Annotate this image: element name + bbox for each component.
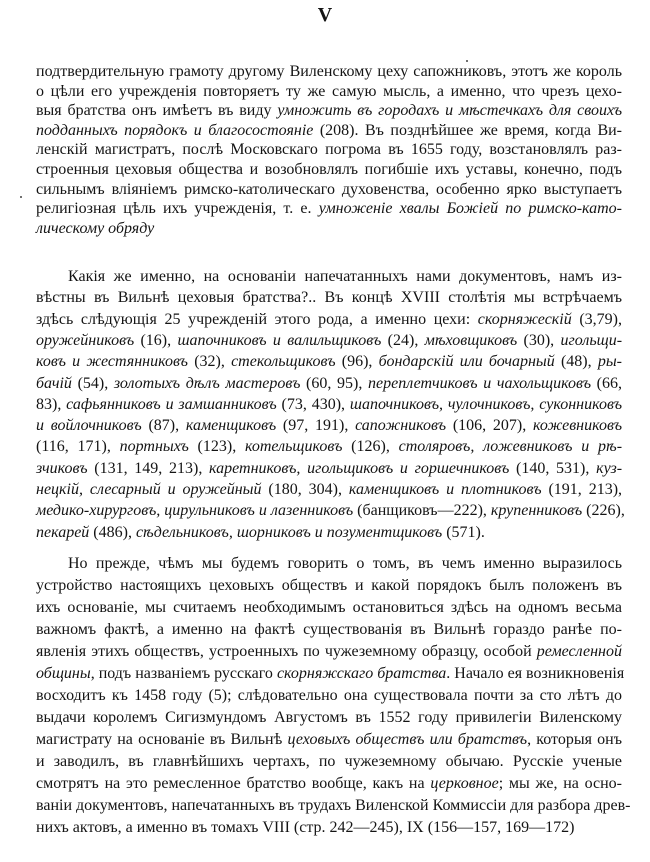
- italic-text: ковъ и жестянниковъ: [36, 353, 188, 371]
- text-line: [36, 374, 622, 394]
- text-line: [36, 459, 622, 479]
- text-segment: религіозная цѣль ихъ учрежденія, т. е.: [36, 200, 319, 218]
- text-segment: (571).: [442, 523, 485, 541]
- print-speck: [20, 196, 22, 198]
- italic-text: котельщиковъ: [245, 438, 343, 456]
- text-segment: (191, 213),: [541, 481, 623, 498]
- text-line: [36, 686, 622, 706]
- italic-text: подданныхъ порядокъ и благосостояніе: [36, 121, 314, 139]
- text-segment: явленія этихъ обществъ, устроенныхъ по чужеземному образцу, особой: [36, 643, 537, 660]
- text-segment: ихъ основаніе, мы считаемъ необходимымъ остановиться здѣсь на одномъ весьма: [36, 599, 622, 616]
- text-segment: сильнымъ вліяніемъ римско-католическаго духовенства, особенно ярко выступаетъ: [36, 180, 622, 198]
- text-segment: (131, 149, 213),: [87, 459, 210, 477]
- text-segment: и заводилъ, въ главнѣйшихъ чертахъ, по чужеземному обычаю. Русскіе ученые: [36, 753, 622, 770]
- text-line: [36, 480, 622, 500]
- text-segment: (32),: [187, 353, 232, 371]
- text-segment: ; мы же, на осно-: [498, 775, 622, 792]
- text-line: [36, 352, 622, 372]
- text-line: [36, 140, 622, 160]
- italic-text: нецкій, слесарный и оружейный: [36, 481, 262, 498]
- text-line: [36, 180, 622, 200]
- text-segment: строенныя цеховыя общества и возобновлялъ погибшіе ихъ уставы, конечно, подъ: [36, 161, 622, 178]
- text-line: [36, 642, 622, 662]
- text-segment: подтвердительную грамоту другому Виленскому цеху сапожниковъ, этотъ же король: [36, 63, 622, 80]
- text-segment: (116, 171),: [36, 438, 120, 456]
- text-segment: (486),: [89, 523, 136, 541]
- text-line: [36, 774, 622, 794]
- italic-text: пекарей: [36, 523, 90, 541]
- text-segment: , подъ названіемъ русскаго: [90, 665, 277, 682]
- text-line: [36, 219, 622, 239]
- text-line: [36, 730, 622, 750]
- italic-text: куз-: [596, 459, 623, 477]
- text-segment: (60, 95),: [300, 374, 368, 392]
- text-line: [36, 82, 622, 102]
- text-line: [36, 331, 622, 351]
- page-number: V: [317, 4, 333, 26]
- text-segment: (54),: [71, 374, 114, 392]
- text-segment: смотрятъ на это ремесленное братство вообще, какъ на: [36, 775, 431, 792]
- italic-text: лическому обряду: [36, 219, 155, 237]
- italic-text: каменщиковъ и плотниковъ: [348, 481, 542, 498]
- text-line: [36, 267, 622, 287]
- italic-text: медико-хирурговъ, цирульниковъ и лазенниковъ: [36, 502, 354, 520]
- italic-text: умножить въ городахъ и мѣстечкахъ для своихъ: [277, 102, 622, 120]
- text-segment: , которыя онъ: [527, 731, 622, 748]
- italic-text: крупенниковъ: [490, 502, 583, 520]
- text-line: [36, 620, 622, 640]
- text-segment: (банщиковъ—222),: [353, 502, 491, 520]
- italic-text: скорняжескій: [477, 310, 572, 328]
- italic-text: шапочниковъ и валильщиковъ: [177, 331, 382, 349]
- text-segment: (226),: [582, 502, 625, 520]
- text-segment: о цѣли его учрежденія повторяетъ ту же самую мысль, а именно, что чрезъ цехо-: [36, 82, 622, 100]
- text-segment: (48),: [554, 353, 598, 371]
- italic-text: мѣховщиковъ: [424, 331, 518, 349]
- text-segment: восходитъ къ 1458 году (5); слѣдовательно она существовала почти за сто лѣтъ до: [36, 687, 622, 704]
- italic-text: портныхъ: [119, 438, 189, 456]
- text-segment: (97, 191),: [276, 417, 356, 435]
- text-line: [36, 395, 622, 415]
- text-segment: (208). Въ позднѣйшее же время, когда Ви-: [313, 121, 622, 139]
- italic-text: церковное: [430, 775, 499, 792]
- italic-text: ры-: [597, 353, 622, 371]
- italic-text: бондарскій или бочарный: [378, 353, 555, 371]
- text-segment: (24),: [381, 331, 425, 349]
- text-segment: (73, 430),: [276, 395, 350, 413]
- text-line: [36, 199, 622, 219]
- text-segment: вѣстны въ Вильнѣ цеховыя братства?.. Въ концѣ XVIII столѣтія мы встрѣчаемъ: [36, 289, 622, 307]
- text-line: [36, 501, 625, 521]
- text-line: [36, 554, 622, 574]
- text-segment: Какія же именно, на основаніи напечатанныхъ нами документовъ, намъ из-: [68, 268, 622, 285]
- text-line: [36, 416, 622, 436]
- text-segment: . Начало ея возникновенія: [446, 665, 625, 682]
- text-line: [36, 708, 622, 728]
- italic-text: сафьянниковъ и замшанниковъ: [66, 395, 277, 413]
- text-segment: здѣсь слѣдующія 25 учрежденій этого рода, а именно цехи:: [36, 310, 478, 328]
- text-segment: ваніи документовъ, напечатанныхъ въ трудахъ Виленской Коммиссіи для разбора древ-: [36, 797, 631, 814]
- italic-text: шапочниковъ, чулочниковъ, суконниковъ: [349, 395, 623, 413]
- italic-text: общины: [36, 665, 91, 682]
- text-segment: (16),: [134, 331, 178, 349]
- italic-text: скорняжскаго братства: [276, 665, 447, 682]
- text-line: [36, 752, 622, 772]
- text-line: [36, 523, 622, 543]
- italic-text: каменщиковъ: [185, 417, 277, 435]
- text-segment: (87),: [141, 417, 186, 435]
- text-segment: (126),: [342, 438, 399, 456]
- italic-text: игольщи-: [560, 331, 623, 349]
- text-segment: (30),: [517, 331, 561, 349]
- text-segment: (123),: [188, 438, 245, 456]
- text-segment: магистрату на основаніе въ Вильнѣ: [36, 731, 288, 748]
- italic-text: умноженіе хвалы Божіей по римско-като-: [318, 200, 622, 218]
- italic-text: кожевниковъ: [532, 417, 623, 435]
- italic-text: и войлочниковъ: [36, 417, 142, 435]
- text-line: [36, 598, 622, 618]
- italic-text: переплетчиковъ и чахольщиковъ: [367, 374, 592, 392]
- italic-text: сѣдельниковъ, шорниковъ и позументщиковъ: [135, 523, 443, 541]
- text-segment: (3,79),: [571, 310, 622, 328]
- text-segment: ленскій магистратъ, послѣ Московскаго погрома въ 1655 году, возстановлялъ раз-: [36, 141, 622, 159]
- text-line: [36, 796, 631, 816]
- italic-text: бачій: [36, 374, 72, 392]
- text-segment: (180, 304),: [261, 481, 349, 498]
- text-segment: (140, 531),: [509, 459, 597, 477]
- text-line: [36, 664, 625, 684]
- text-segment: (66,: [591, 374, 622, 392]
- text-segment: выя братства онъ имѣетъ въ виду: [36, 102, 278, 120]
- text-line: [36, 576, 622, 596]
- text-line: [36, 62, 622, 82]
- text-segment: важномъ фактѣ, а именно на фактѣ существованія въ Вильнѣ гораздо ранѣе по-: [36, 621, 622, 638]
- italic-text: каретниковъ, игольщиковъ и горшечниковъ: [209, 459, 510, 477]
- italic-text: оружейниковъ: [36, 331, 135, 349]
- text-line: [36, 437, 622, 457]
- text-line: [36, 818, 622, 838]
- text-line: [36, 121, 622, 141]
- text-segment: (106, 207),: [446, 417, 533, 435]
- text-segment: нихъ актовъ, а именно въ томахъ VIII (стр. 242—245), IX (156—157, 169—172): [36, 819, 575, 836]
- text-segment: (96),: [335, 353, 379, 371]
- print-speck: [466, 60, 468, 62]
- italic-text: стекольщиковъ: [231, 353, 336, 371]
- text-line: [36, 101, 622, 121]
- text-segment: выдачи королемъ Сигизмундомъ Августомъ въ 1552 году привилегіи Виленскому: [36, 709, 622, 726]
- italic-text: ремесленной: [536, 643, 622, 660]
- text-line: [36, 310, 622, 330]
- text-segment: Но прежде, чѣмъ мы будемъ говорить о томъ, въ чемъ именно выразилось: [68, 555, 622, 572]
- text-segment: устройство настоящихъ цеховыхъ обществъ и какой порядокъ былъ положенъ въ: [36, 577, 622, 594]
- italic-text: цеховыхъ обществъ или братствъ: [287, 731, 528, 748]
- text-line: [36, 160, 622, 180]
- italic-text: зчиковъ: [36, 459, 88, 477]
- text-segment: 83),: [36, 395, 67, 413]
- italic-text: золотыхъ дѣлъ мастеровъ: [113, 374, 301, 392]
- text-line: [36, 288, 622, 308]
- italic-text: сапожниковъ: [355, 417, 447, 435]
- italic-text: столяровъ, ложевниковъ и рѣ-: [398, 438, 623, 456]
